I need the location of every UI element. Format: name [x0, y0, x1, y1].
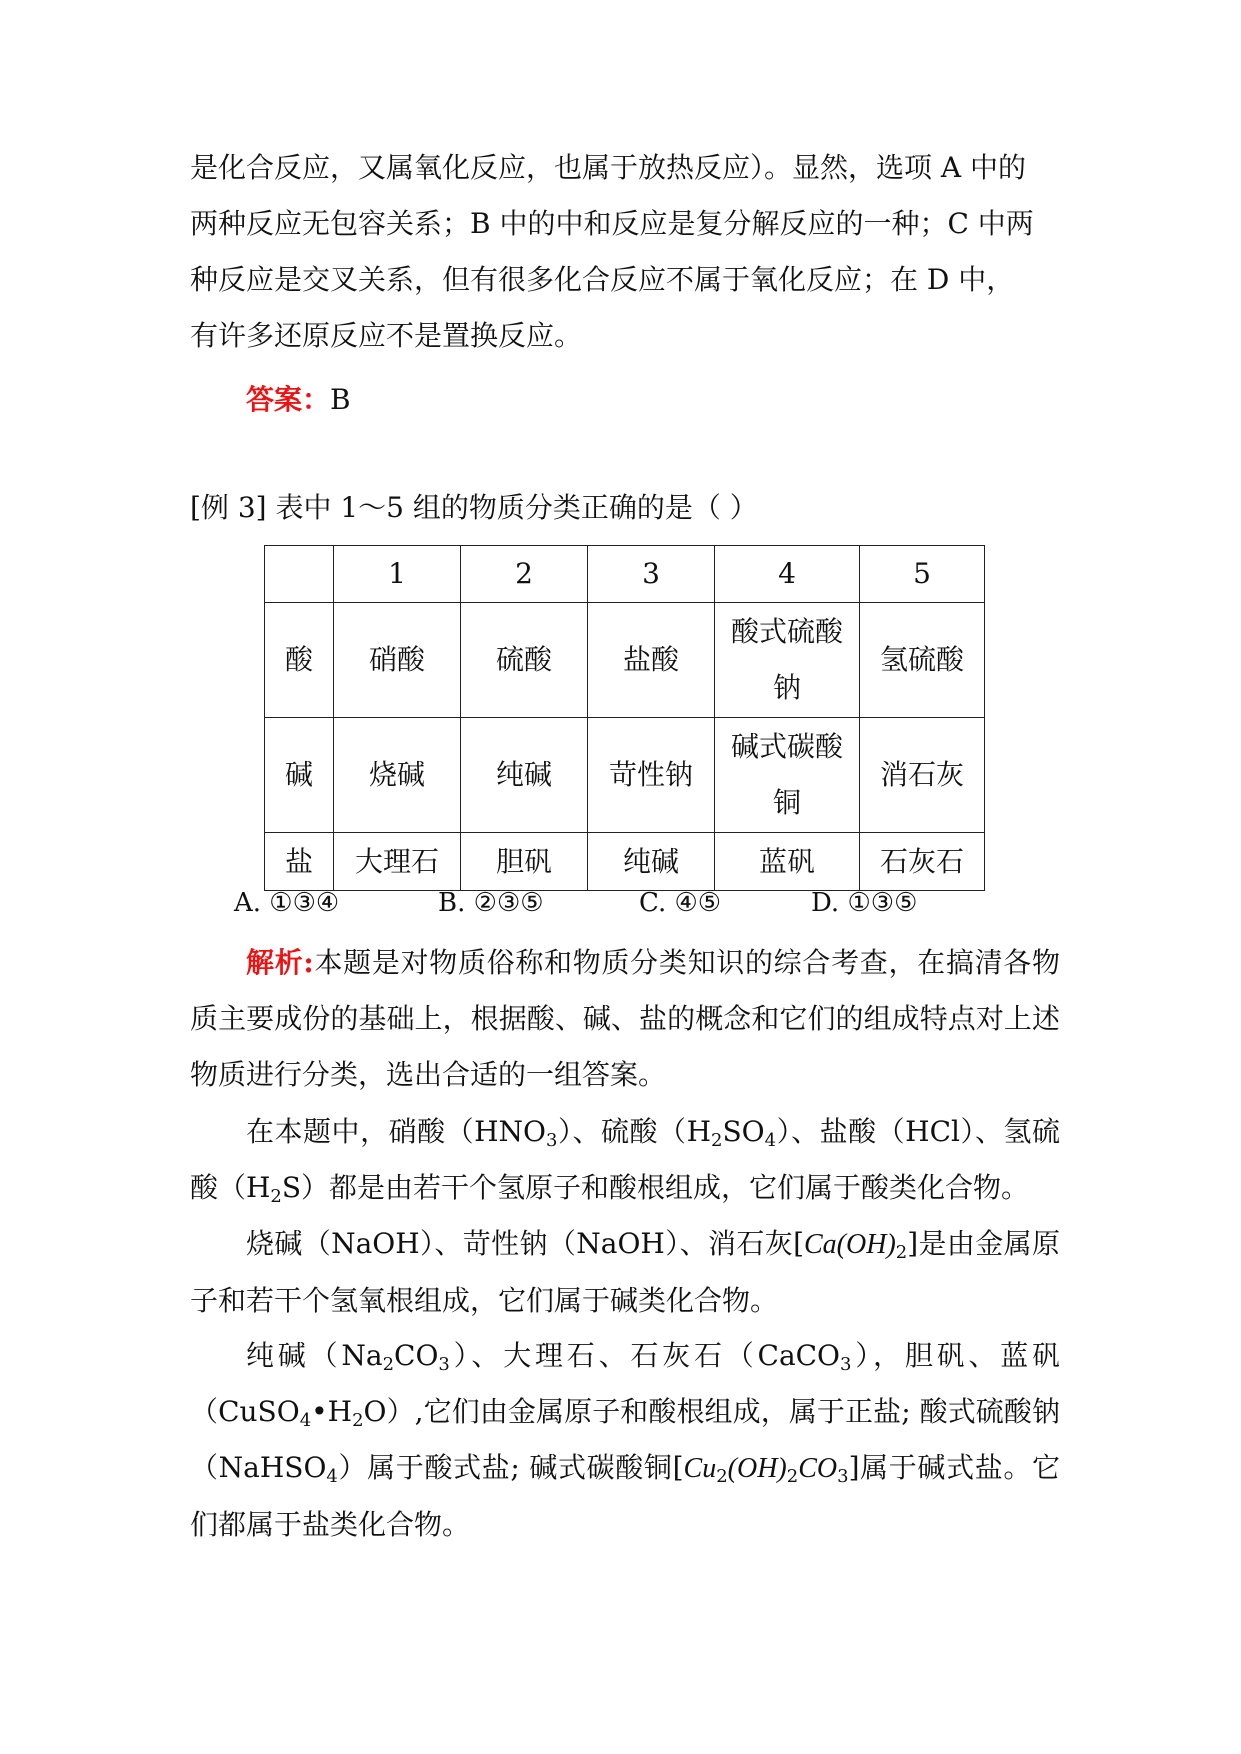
text-run: 纯碱（Na	[246, 1339, 383, 1372]
analysis-text-1: 本题是对物质俗称和物质分类知识的综合考查，在搞清各物质主要成份的基础上，根据酸、碱、盐的概念和它们的组成特点对上述物质进行分类，选出合适的一组答案。	[190, 946, 1060, 1091]
table-cell: 烧碱	[334, 718, 461, 833]
subscript: 3	[837, 1466, 849, 1487]
text-run: 烧碱（NaOH）、苛性钠（NaOH）、消石灰[	[246, 1227, 804, 1260]
subscript: 2	[270, 1186, 282, 1207]
text-run: ）、盐酸（HCl）、氢硫酸（H	[190, 1115, 1061, 1204]
table-cell: 硫酸	[461, 603, 588, 718]
analysis-paragraph-1	[190, 935, 1060, 1103]
table-cell: 纯碱	[588, 833, 715, 891]
subscript: 2	[895, 1242, 908, 1263]
subscript: 2	[716, 1466, 728, 1487]
text-run: 在本题中，硝酸（HNO	[246, 1115, 547, 1148]
text-run: ），胆矾、蓝矾（CuSO	[190, 1339, 1060, 1428]
text-run: ]是由金属原子和若干个氢氧根组成，它们属于碱类化合物。	[190, 1227, 1060, 1317]
formula: Ca(OH)	[804, 1229, 896, 1260]
option-b: B. ②③⑤	[438, 888, 544, 918]
line-2: 两种反应无包容关系；B 中的中和反应是复分解反应的一种；C 中两	[190, 207, 1034, 240]
option-d: D. ①③⑤	[811, 888, 918, 918]
row-label: 酸	[265, 603, 334, 718]
text-run: ]属于碱式盐。它们都属于盐类化合物。	[190, 1451, 1061, 1541]
header-cell: 5	[860, 546, 985, 603]
table-cell: 蓝矾	[715, 833, 860, 891]
option-a: A. ①③④	[234, 888, 340, 918]
header-cell: 2	[461, 546, 588, 603]
header-cell: 1	[334, 546, 461, 603]
subscript: 2	[786, 1466, 799, 1487]
table-cell: 苛性钠	[588, 718, 715, 833]
text-run: •H	[311, 1395, 353, 1428]
subscript: 4	[764, 1130, 777, 1151]
subscript: 4	[299, 1410, 312, 1431]
analysis-paragraph-3	[190, 1216, 1060, 1329]
text-run: ）属于酸式盐; 碱式碳酸铜[	[337, 1451, 684, 1484]
formula: CO	[798, 1453, 838, 1484]
table-cell: 纯碱	[461, 718, 588, 833]
classification-table	[264, 545, 985, 891]
table-cell: 胆矾	[461, 833, 588, 891]
top-paragraph	[190, 140, 1060, 364]
subscript: 4	[326, 1466, 338, 1487]
answer-label: 答案：	[246, 383, 331, 416]
table-header-row	[265, 546, 985, 603]
text-run: S）都是由若干个氢原子和酸根组成，它们属于酸类化合物。	[281, 1171, 1030, 1204]
line-1: 是化合反应，又属氧化反应，也属于放热反应）。显然，选项 A 中的	[190, 151, 1027, 184]
table-row	[265, 718, 985, 833]
subscript: 3	[840, 1354, 852, 1375]
row-label: 盐	[265, 833, 334, 891]
table-row	[265, 833, 985, 891]
table-cell: 大理石	[334, 833, 461, 891]
text-run: ）、硫酸（H	[557, 1115, 711, 1148]
analysis-paragraph-2	[190, 1104, 1060, 1216]
table-cell: 盐酸	[588, 603, 715, 718]
formula: Cu	[683, 1453, 717, 1484]
answer-value: B	[330, 383, 351, 416]
row-label: 碱	[265, 718, 334, 833]
subscript: 3	[546, 1130, 558, 1151]
subscript: 2	[352, 1410, 364, 1431]
table-cell: 碱式碳酸铜	[715, 718, 860, 833]
line-4: 有许多还原反应不是置换反应。	[190, 319, 583, 352]
subscript: 2	[711, 1130, 723, 1151]
answer-line	[190, 372, 1060, 428]
subscript: 2	[382, 1354, 395, 1375]
text-run: O）,它们由金属原子和酸根组成，属于正盐; 酸式硫酸钠（NaHSO	[190, 1395, 1060, 1484]
table-cell: 硝酸	[334, 603, 461, 718]
header-cell: 4	[715, 546, 860, 603]
table-cell: 消石灰	[860, 718, 985, 833]
text-run: ）、大理石、石灰石（CaCO	[449, 1339, 841, 1372]
table-cell: 氢硫酸	[860, 603, 985, 718]
subscript: 3	[438, 1354, 450, 1375]
formula: (OH)	[727, 1453, 787, 1484]
analysis-label: 解析:	[246, 946, 314, 979]
line-3: 种反应是交叉关系，但有很多化合反应不属于氧化反应；在 D 中，	[190, 263, 1015, 296]
table-cell: 酸式硫酸钠	[715, 603, 860, 718]
option-c: C. ④⑤	[639, 888, 722, 918]
text-run: SO	[722, 1115, 765, 1148]
text-run: CO	[394, 1339, 439, 1372]
header-cell	[265, 546, 334, 603]
table-row	[265, 603, 985, 718]
analysis-paragraph-4	[190, 1328, 1060, 1553]
example-title: [例 3] 表中 1～5 组的物质分类正确的是（ ）	[190, 491, 758, 524]
header-cell: 3	[588, 546, 715, 603]
table-cell: 石灰石	[860, 833, 985, 891]
